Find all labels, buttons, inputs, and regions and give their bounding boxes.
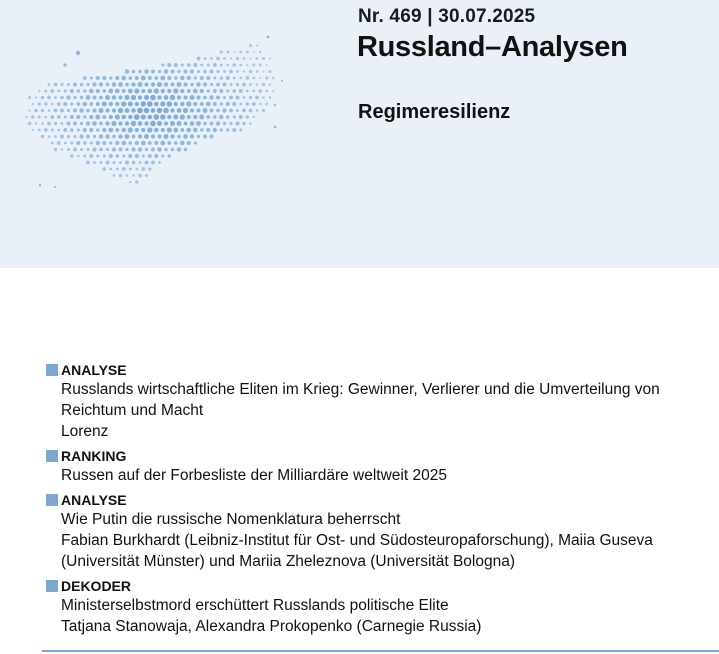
issue-topic: Regimeresilienz: [358, 101, 511, 123]
toc-title: Russen auf der Forbesliste der Milliardäre weltweit 2025: [61, 467, 447, 484]
toc-category: ANALYSE: [61, 362, 127, 378]
bottom-divider: [42, 650, 719, 652]
toc-author: Fabian Burkhardt (Leibniz-Institut für Ost- und Südosteuropaforschung), Maiia Guseva: [61, 532, 653, 549]
toc-entry[interactable]: [0, 361, 719, 442]
table-of-contents: [0, 361, 719, 642]
toc-category: ANALYSE: [61, 492, 127, 508]
toc-entry[interactable]: [0, 491, 719, 572]
toc-category: RANKING: [61, 448, 127, 464]
header-banner: [0, 0, 719, 268]
toc-entry[interactable]: [0, 577, 719, 637]
toc-title: Reichtum und Macht: [61, 402, 204, 419]
toc-category: DEKODER: [61, 578, 132, 594]
square-bullet-icon: [46, 580, 58, 592]
toc-title: Wie Putin die russische Nomenklatura beherrscht: [61, 511, 401, 528]
toc-title: Ministerselbstmord erschüttert Russlands politische Elite: [61, 597, 449, 614]
publication-title: Russland–Analysen: [357, 31, 628, 63]
toc-author: Tatjana Stanowaja, Alexandra Prokopenko (Carnegie Russia): [61, 618, 482, 635]
toc-author: Lorenz: [61, 423, 109, 440]
issue-number-date: Nr. 469 | 30.07.2025: [358, 6, 536, 27]
toc-author: (Universität Münster) und Mariia Zheleznova (Universität Bologna): [61, 553, 515, 570]
square-bullet-icon: [46, 364, 58, 376]
square-bullet-icon: [46, 494, 58, 506]
toc-title: Russlands wirtschaftliche Eliten im Krieg: Gewinner, Verlierer und die Umverteilung von: [61, 381, 660, 398]
toc-entry[interactable]: [0, 447, 719, 486]
square-bullet-icon: [46, 450, 58, 462]
russia-map-logo: [20, 35, 285, 195]
